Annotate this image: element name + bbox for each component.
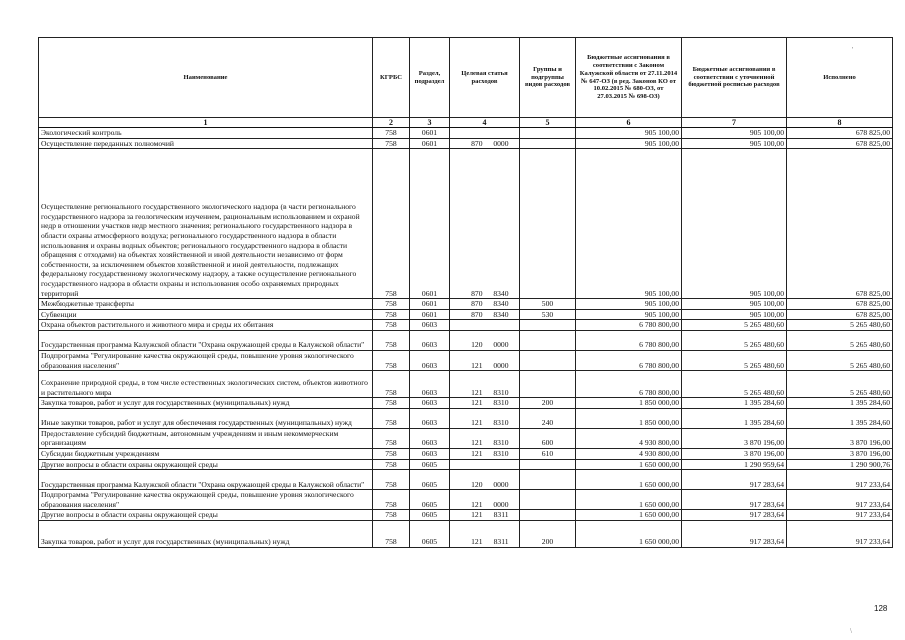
target-part-1: 870	[471, 299, 483, 309]
target-part-2: 0000	[493, 479, 509, 489]
row-target	[450, 138, 520, 149]
row-name: Предоставление субсидий бюджетным, автономным учреждениям и иным некоммерческим организациям	[39, 428, 373, 448]
row-refined-amount: 3 870 196,00	[682, 448, 787, 459]
row-name: Другие вопросы в области охраны окружающей среды	[39, 459, 373, 470]
row-group: 200	[520, 398, 576, 409]
row-group	[520, 371, 576, 398]
table-row	[39, 459, 893, 470]
target-part-1: 121	[471, 448, 483, 458]
row-section: 0601	[410, 299, 450, 310]
row-refined-amount: 905 100,00	[682, 299, 787, 310]
scan-mark: '	[852, 46, 854, 54]
row-name: Государственная программа Калужской области "Охрана окружающей среды в Калужской области"	[39, 470, 373, 490]
row-target	[450, 520, 520, 547]
row-name: Экологический контроль	[39, 128, 373, 139]
row-name: Закупка товаров, работ и услуг для государственных (муниципальных) нужд	[39, 520, 373, 547]
row-executed-amount: 917 233,64	[787, 490, 893, 510]
row-law-amount: 1 850 000,00	[576, 408, 682, 428]
row-group	[520, 470, 576, 490]
row-target	[450, 320, 520, 331]
row-name: Охрана объектов растительного и животного мира и среды их обитания	[39, 320, 373, 331]
row-refined-amount: 5 265 480,60	[682, 350, 787, 370]
row-executed-amount: 678 825,00	[787, 149, 893, 299]
target-part-1: 121	[471, 398, 483, 408]
table-row	[39, 330, 893, 350]
col-number: 4	[450, 118, 520, 128]
row-kgrbs: 758	[373, 330, 410, 350]
row-name: Подпрограмма "Регулирование качества окружающей среды, повышение уровня экологического образования населения"	[39, 350, 373, 370]
row-name: Подпрограмма "Регулирование качества окружающей среды, повышение уровня экологического образования населения"	[39, 490, 373, 510]
row-target	[450, 408, 520, 428]
row-executed-amount: 1 395 284,60	[787, 398, 893, 409]
row-refined-amount: 1 395 284,60	[682, 398, 787, 409]
row-executed-amount: 5 265 480,60	[787, 371, 893, 398]
table-row	[39, 320, 893, 331]
row-section: 0603	[410, 408, 450, 428]
header-groups: Группы и подгруппы видов расходов	[520, 38, 576, 118]
row-refined-amount: 917 283,64	[682, 520, 787, 547]
row-refined-amount: 905 100,00	[682, 128, 787, 139]
table-row	[39, 448, 893, 459]
col-number: 5	[520, 118, 576, 128]
row-group: 500	[520, 299, 576, 310]
row-law-amount: 6 780 800,00	[576, 330, 682, 350]
row-name: Сохранение природной среды, в том числе естественных экологических систем, объектов животного и растительного мира	[39, 371, 373, 398]
row-refined-amount: 917 283,64	[682, 510, 787, 521]
row-refined-amount: 5 265 480,60	[682, 371, 787, 398]
row-section: 0605	[410, 470, 450, 490]
row-section: 0603	[410, 371, 450, 398]
header-target: Целевая статья расходов	[450, 38, 520, 118]
col-number: 1	[39, 118, 373, 128]
table-row	[39, 138, 893, 149]
row-target	[450, 398, 520, 409]
row-kgrbs: 758	[373, 510, 410, 521]
row-executed-amount: 917 233,64	[787, 470, 893, 490]
header-law: Бюджетные ассигнования в соответствии с Законом Калужской области от 27.11.2014 № 647-ОЗ (в ред. Законов КО от 10.02.2015 № 680-ОЗ, от 27.03.2015 № 698-ОЗ)	[576, 38, 682, 118]
row-target	[450, 459, 520, 470]
row-kgrbs: 758	[373, 459, 410, 470]
row-target	[450, 448, 520, 459]
row-target	[450, 350, 520, 370]
row-section: 0605	[410, 520, 450, 547]
row-kgrbs: 758	[373, 470, 410, 490]
row-target	[450, 128, 520, 139]
row-law-amount: 1 650 000,00	[576, 459, 682, 470]
row-refined-amount: 917 283,64	[682, 490, 787, 510]
row-group: 240	[520, 408, 576, 428]
header-kgrbs: КГРБС	[373, 38, 410, 118]
target-part-2: 8310	[493, 387, 509, 397]
col-number: 2	[373, 118, 410, 128]
row-group	[520, 510, 576, 521]
target-part-1: 121	[471, 387, 483, 397]
row-executed-amount: 5 265 480,60	[787, 320, 893, 331]
row-executed-amount: 5 265 480,60	[787, 350, 893, 370]
row-executed-amount: 678 825,00	[787, 128, 893, 139]
row-target	[450, 309, 520, 320]
target-part-1: 121	[471, 510, 483, 520]
col-number: 6	[576, 118, 682, 128]
row-law-amount: 905 100,00	[576, 128, 682, 139]
column-numbers-row	[39, 118, 893, 128]
row-kgrbs: 758	[373, 309, 410, 320]
target-part-1: 121	[471, 537, 483, 547]
target-part-1: 121	[471, 418, 483, 428]
table-row	[39, 299, 893, 310]
col-number: 7	[682, 118, 787, 128]
row-kgrbs: 758	[373, 149, 410, 299]
row-executed-amount: 1 290 900,76	[787, 459, 893, 470]
row-executed-amount: 678 825,00	[787, 309, 893, 320]
row-target	[450, 299, 520, 310]
row-name: Субвенции	[39, 309, 373, 320]
target-part-1: 121	[471, 360, 483, 370]
row-name: Осуществление переданных полномочий	[39, 138, 373, 149]
table-row	[39, 149, 893, 299]
row-name: Иные закупки товаров, работ и услуг для обеспечения государственных (муниципальных) нужд	[39, 408, 373, 428]
row-section: 0605	[410, 459, 450, 470]
row-law-amount: 6 780 800,00	[576, 350, 682, 370]
table-row	[39, 309, 893, 320]
row-law-amount: 1 650 000,00	[576, 520, 682, 547]
target-part-1: 120	[471, 479, 483, 489]
row-kgrbs: 758	[373, 299, 410, 310]
row-law-amount: 905 100,00	[576, 299, 682, 310]
row-name: Другие вопросы в области охраны окружающей среды	[39, 510, 373, 521]
row-kgrbs: 758	[373, 350, 410, 370]
row-law-amount: 1 650 000,00	[576, 470, 682, 490]
row-executed-amount: 1 395 284,60	[787, 408, 893, 428]
row-refined-amount: 905 100,00	[682, 309, 787, 320]
row-law-amount: 905 100,00	[576, 149, 682, 299]
row-law-amount: 1 650 000,00	[576, 490, 682, 510]
row-group	[520, 490, 576, 510]
scan-mark: \	[850, 627, 852, 635]
target-part-2: 8340	[493, 309, 509, 319]
row-refined-amount: 5 265 480,60	[682, 320, 787, 331]
row-group	[520, 330, 576, 350]
table-row	[39, 398, 893, 409]
row-group: 610	[520, 448, 576, 459]
row-executed-amount: 917 233,64	[787, 510, 893, 521]
target-part-2: 8310	[493, 398, 509, 408]
row-target	[450, 490, 520, 510]
target-part-2: 0000	[493, 499, 509, 509]
row-refined-amount: 905 100,00	[682, 138, 787, 149]
row-section: 0605	[410, 490, 450, 510]
row-executed-amount: 678 825,00	[787, 299, 893, 310]
row-executed-amount: 3 870 196,00	[787, 428, 893, 448]
row-kgrbs: 758	[373, 128, 410, 139]
table-row	[39, 470, 893, 490]
target-part-1: 870	[471, 138, 483, 148]
header-executed: Исполнено	[787, 38, 893, 118]
row-refined-amount: 1 290 959,64	[682, 459, 787, 470]
row-section: 0603	[410, 350, 450, 370]
header-refined: Бюджетные ассигнования в соответствии с уточненной бюджетной росписью расходов	[682, 38, 787, 118]
table-row	[39, 128, 893, 139]
table-row	[39, 408, 893, 428]
target-part-1: 870	[471, 309, 483, 319]
row-kgrbs: 758	[373, 448, 410, 459]
target-part-2: 0000	[493, 138, 509, 148]
row-target	[450, 428, 520, 448]
target-part-2: 8311	[493, 510, 509, 520]
row-group	[520, 149, 576, 299]
row-law-amount: 6 780 800,00	[576, 320, 682, 331]
budget-table	[38, 37, 893, 548]
row-name: Закупка товаров, работ и услуг для государственных (муниципальных) нужд	[39, 398, 373, 409]
row-executed-amount: 5 265 480,60	[787, 330, 893, 350]
row-target	[450, 371, 520, 398]
table-row	[39, 490, 893, 510]
row-group: 600	[520, 428, 576, 448]
row-section: 0603	[410, 320, 450, 331]
row-section: 0603	[410, 398, 450, 409]
table-row	[39, 428, 893, 448]
row-refined-amount: 905 100,00	[682, 149, 787, 299]
row-law-amount: 1 650 000,00	[576, 510, 682, 521]
row-group: 200	[520, 520, 576, 547]
row-executed-amount: 3 870 196,00	[787, 448, 893, 459]
row-group	[520, 138, 576, 149]
header-row	[39, 38, 893, 118]
target-part-1: 120	[471, 340, 483, 350]
row-law-amount: 1 850 000,00	[576, 398, 682, 409]
row-executed-amount: 917 233,64	[787, 520, 893, 547]
row-law-amount: 905 100,00	[576, 138, 682, 149]
target-part-2: 8340	[493, 299, 509, 309]
row-section: 0605	[410, 510, 450, 521]
row-target	[450, 510, 520, 521]
table-row	[39, 350, 893, 370]
row-target	[450, 330, 520, 350]
page-number: 128	[874, 604, 888, 613]
row-refined-amount: 3 870 196,00	[682, 428, 787, 448]
row-section: 0603	[410, 428, 450, 448]
table-row	[39, 520, 893, 547]
row-name: Государственная программа Калужской области "Охрана окружающей среды в Калужской области"	[39, 330, 373, 350]
row-kgrbs: 758	[373, 138, 410, 149]
target-part-2: 8311	[493, 537, 509, 547]
row-section: 0601	[410, 138, 450, 149]
target-part-1: 870	[471, 288, 483, 298]
col-number: 3	[410, 118, 450, 128]
target-part-2: 8310	[493, 418, 509, 428]
row-group	[520, 320, 576, 331]
target-part-2: 0000	[493, 360, 509, 370]
header-section: Раздел, подраздел	[410, 38, 450, 118]
target-part-2: 0000	[493, 340, 509, 350]
row-group	[520, 350, 576, 370]
row-name: Межбюджетные трансферты	[39, 299, 373, 310]
target-part-1: 121	[471, 499, 483, 509]
row-refined-amount: 917 283,64	[682, 470, 787, 490]
table-row	[39, 371, 893, 398]
row-section: 0601	[410, 309, 450, 320]
target-part-2: 8310	[493, 448, 509, 458]
row-law-amount: 905 100,00	[576, 309, 682, 320]
row-name: Субсидии бюджетным учреждениям	[39, 448, 373, 459]
row-kgrbs: 758	[373, 371, 410, 398]
header-name: Наименование	[39, 38, 373, 118]
target-part-2: 8310	[493, 438, 509, 448]
row-section: 0601	[410, 128, 450, 139]
row-kgrbs: 758	[373, 398, 410, 409]
row-kgrbs: 758	[373, 520, 410, 547]
row-law-amount: 4 930 800,00	[576, 428, 682, 448]
row-kgrbs: 758	[373, 428, 410, 448]
row-target	[450, 149, 520, 299]
row-refined-amount: 5 265 480,60	[682, 330, 787, 350]
row-kgrbs: 758	[373, 320, 410, 331]
row-law-amount: 4 930 800,00	[576, 448, 682, 459]
row-section: 0601	[410, 149, 450, 299]
row-law-amount: 6 780 800,00	[576, 371, 682, 398]
row-section: 0603	[410, 448, 450, 459]
row-group	[520, 128, 576, 139]
col-number: 8	[787, 118, 893, 128]
row-name: Осуществление регионального государственного экологического надзора (в части регионального государственного надзора за геологическим изучением, рациональным использованием и охраной недр в отношении участков недр местного значения; регионального государственного надзора в области охраны атмосферного воздуха; регионального государственного надзора в области использования и охраны водных объектов; регионального государственного надзора в области обращения с отходами) на объектах хозяйственной и иной деятельности независимо от форм собственности, за исключением объектов хозяйственной и иной деятельности, подлежащих федеральному государственному экологическому надзору, а также осуществление регионального государственного надзора в области охраны и использования особо охраняемых природных территорий	[39, 149, 373, 299]
row-kgrbs: 758	[373, 408, 410, 428]
row-executed-amount: 678 825,00	[787, 138, 893, 149]
row-group	[520, 459, 576, 470]
target-part-2: 8340	[493, 288, 509, 298]
row-refined-amount: 1 395 284,60	[682, 408, 787, 428]
row-kgrbs: 758	[373, 490, 410, 510]
table-row	[39, 510, 893, 521]
row-target	[450, 470, 520, 490]
row-group: 530	[520, 309, 576, 320]
target-part-1: 121	[471, 438, 483, 448]
row-section: 0603	[410, 330, 450, 350]
